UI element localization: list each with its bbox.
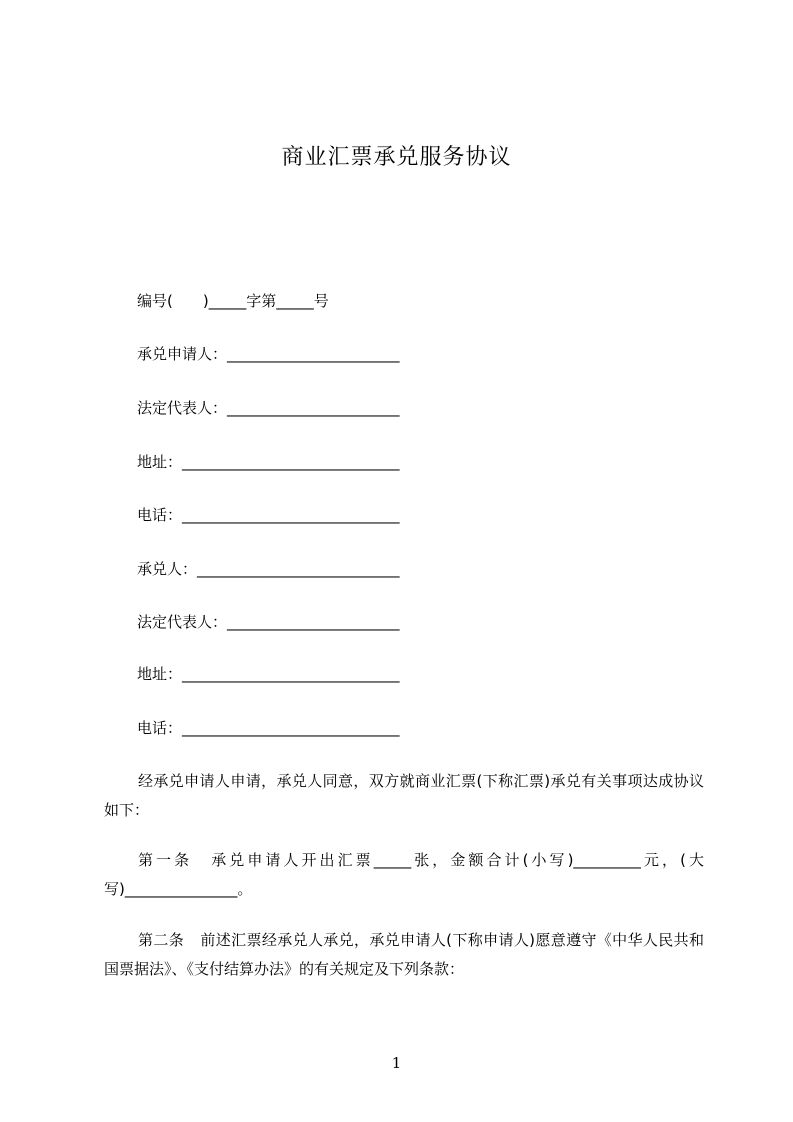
- acceptor-field: 承兑人：___________________________: [137, 560, 400, 578]
- page-number: 1: [391, 1054, 402, 1072]
- acceptor-address-field: 地址：_____________________________: [137, 665, 400, 683]
- acceptor-phone-field: 电话：_____________________________: [137, 719, 400, 737]
- article-2: [104, 926, 704, 984]
- page-title: 商业汇票承兑服务协议: [281, 145, 512, 170]
- article-2-heading: 第二条: [138, 931, 185, 949]
- serial-number-line: 编号( )_____字第_____号: [137, 292, 329, 310]
- acceptor-legal-rep-field: 法定代表人：_______________________: [137, 613, 400, 631]
- intro-paragraph: 经承兑申请人申请，承兑人同意，双方就商业汇票(下称汇票)承兑有关事项达成协议如下：: [104, 772, 704, 819]
- article-1: [104, 846, 704, 904]
- article-1-body: 承兑申请人开出汇票_____张，金额合计(小写)_________元，(大写)_______________。: [104, 851, 704, 898]
- applicant-address-field: 地址：_____________________________: [137, 453, 400, 471]
- article-1-heading: 第一条: [138, 851, 193, 869]
- applicant-field: 承兑申请人：_______________________: [137, 345, 400, 363]
- applicant-phone-field: 电话：_____________________________: [137, 506, 400, 524]
- applicant-legal-rep-field: 法定代表人：_______________________: [137, 399, 400, 417]
- article-2-body: 前述汇票经承兑人承兑，承兑申请人(下称申请人)愿意遵守《中华人民共和国票据法》、《支付结算办法》的有关规定及下列条款：: [104, 931, 704, 978]
